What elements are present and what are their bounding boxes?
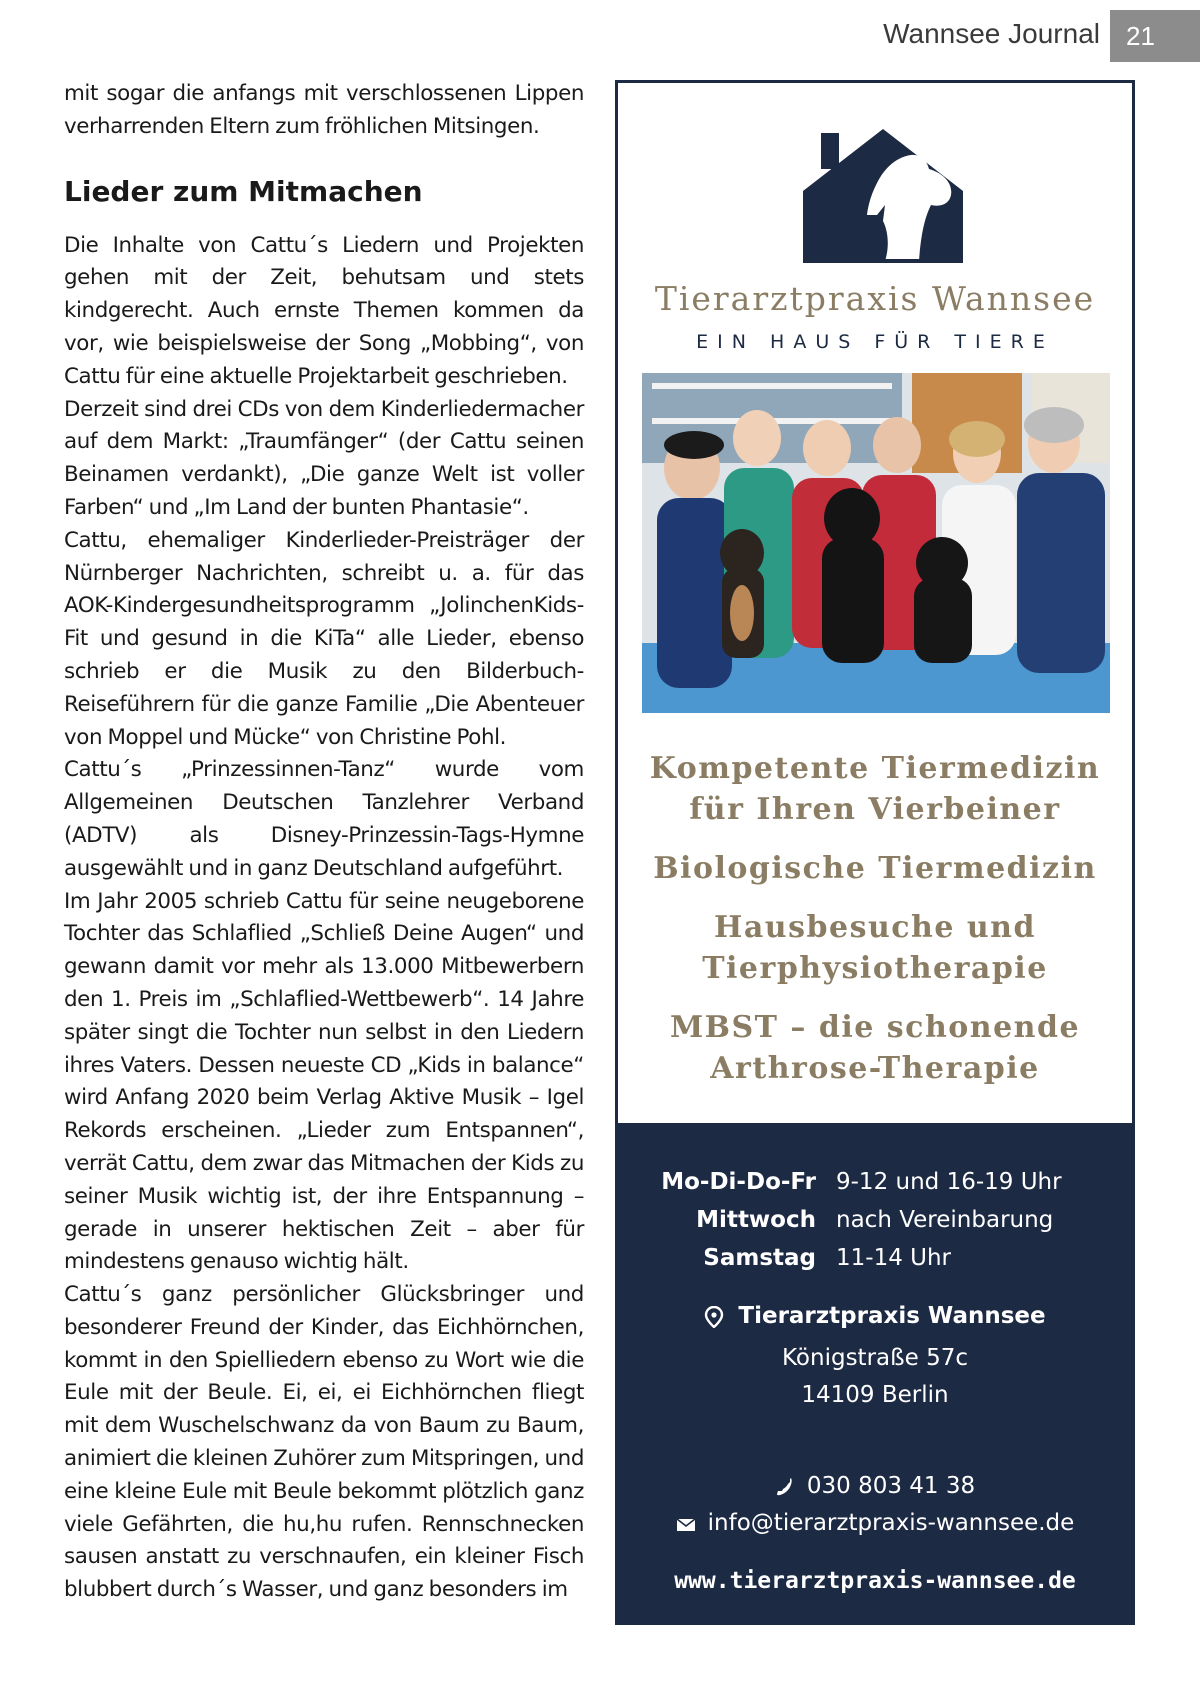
article-paragraph: Cattu´s ganz persönlicher Glücksbringer und besonderer Freund der Kinder, das Eichhörnchen, kommt in den Spielliedern ebenso zu Wort wie die Eule mit der Beule. Ei, ei, ei Eichhörnchen fliegt mit dem Wuschelschwanz da von Baum zu Baum, animiert die kleinen Zuhörer zum Mitspringen, und eine kleine Eule mit Beule bekommt plötzlich ganz viele Gefährten, die hu,hu rufen. Rennschnecken sausen anstatt zu verschnaufen, ein kleiner Fisch blubbert durch´s Wasser, und ganz besonders im	[64, 1282, 584, 1603]
house-dog-cat-logo-icon	[793, 121, 973, 266]
article-paragraph: Derzeit sind drei CDs von dem Kinderliedermacher auf dem Markt: „Traumfänger“ (der Cattu seinen Beinamen verdankt), „Die ganze Welt ist voller Farben“ und „Im Land der bunten Phantasie“.	[64, 396, 584, 520]
address-name-line	[704, 1298, 1045, 1335]
service-item	[618, 748, 1132, 830]
hours-time: 11-14 Uhr	[836, 1245, 952, 1271]
service-line: Hausbesuche und	[714, 910, 1036, 945]
hours-time: nach Vereinbarung	[836, 1207, 1054, 1233]
service-item	[618, 907, 1132, 989]
vet-advertisement	[615, 80, 1135, 1625]
address-name: Tierarztpraxis Wannsee	[738, 1303, 1046, 1329]
opening-hours	[618, 1163, 1132, 1277]
phone-number[interactable]: 030 803 41 38	[806, 1473, 976, 1499]
team-with-dogs-photo-icon	[642, 373, 1110, 713]
hours-row	[618, 1163, 1132, 1201]
page-number: 21	[1110, 10, 1200, 62]
hours-day: Samstag	[703, 1245, 816, 1271]
hours-row	[618, 1201, 1132, 1239]
hours-day: Mo-Di-Do-Fr	[661, 1169, 816, 1195]
service-line: für Ihren Vierbeiner	[689, 792, 1061, 827]
article-paragraph: Cattu, ehemaliger Kinderlieder-Preisträger der Nürnberger Nachrichten, schreibt u. a. für das AOK-Kindergesundheitsprogramm „JolinchenKids-Fit und gesund in die KiTa“ alle Lieder, ebenso schrieb er die Musik zu den Bilderbuch-Reiseführern für die ganze Familie „Die Abenteuer von Moppel und Mücke“ von Christine Pohl.	[64, 527, 584, 750]
phone-icon	[775, 1476, 795, 1498]
article-intro: mit sogar die anfangs mit verschlossenen Lippen verharrenden Eltern zum fröhlichen Mitsingen.	[64, 81, 584, 139]
email-line	[618, 1505, 1132, 1542]
article-column	[64, 78, 584, 1607]
service-line: Biologische Tiermedizin	[653, 851, 1097, 886]
service-line: MBST – die schonende	[669, 1010, 1081, 1045]
service-item	[618, 848, 1132, 889]
brand-tagline: EIN HAUS FÜR TIERE	[696, 331, 1054, 353]
article-paragraph: Die Inhalte von Cattu´s Liedern und Projekten gehen mit der Zeit, behutsam und stets kindgerecht. Auch ernste Themen kommen da vor, wie beispielsweise der Song „Mobbing“, von Cattu für eine aktuelle Projektarbeit geschrieben.	[64, 232, 584, 389]
hours-time: 9-12 und 16-19 Uhr	[836, 1169, 1062, 1195]
journal-title: Wannsee Journal	[883, 18, 1100, 49]
phone-line	[618, 1468, 1132, 1505]
brand-name: Tierarztpraxis Wannsee	[654, 279, 1096, 318]
service-line: Tierphysiotherapie	[702, 951, 1048, 986]
practice-address	[618, 1298, 1132, 1414]
services-list	[618, 748, 1132, 1107]
article-paragraph: Cattu´s „Prinzessinnen-Tanz“ wurde vom Allgemeinen Deutschen Tanzlehrer Verband (ADTV) als Disney-Prinzessin-Tags-Hymne ausgewählt und in ganz Deutschland aufgeführt.	[64, 757, 584, 881]
envelope-icon	[676, 1513, 696, 1535]
website-link[interactable]: www.tierarztpraxis-wannsee.de	[674, 1568, 1076, 1594]
ad-contact-section	[618, 1123, 1132, 1622]
address-city: 14109 Berlin	[801, 1381, 949, 1408]
location-pin-icon	[704, 1306, 724, 1328]
article-paragraph: Im Jahr 2005 schrieb Cattu für seine neugeborene Tochter das Schlaflied „Schließ Deine Augen“ und gewann damit vor mehr als 13.000 Mitbewerbern den 1. Preis im „Schlaflied-Wettbewerb“. 14 Jahre später singt die Tochter nun selbst in den Liedern ihres Vaters. Dessen neueste CD „Kids in balance“ wird Anfang 2020 beim Verlag Aktive Musik – Igel Rekords erscheinen. „Lieder zum Entspannen“, verrät Cattu, dem zwar das Mitmachen der Kids zu seiner Musik wichtig ist, der ihre Entspannung – gerade in unserer hektischen Zeit – aber für mindestens genauso wichtig hält.	[64, 888, 584, 1275]
address-street: Königstraße 57c	[782, 1344, 968, 1371]
ad-top-section	[618, 83, 1132, 1123]
service-line: Arthrose-Therapie	[710, 1051, 1040, 1086]
contact-details	[618, 1468, 1132, 1542]
service-item	[618, 1007, 1132, 1089]
hours-day: Mittwoch	[696, 1207, 816, 1233]
article-heading: Lieder zum Mitmachen	[64, 174, 423, 208]
email-address[interactable]: info@tierarztpraxis-wannsee.de	[707, 1510, 1075, 1536]
service-line: Kompetente Tiermedizin	[649, 751, 1101, 786]
hours-row	[618, 1239, 1132, 1277]
